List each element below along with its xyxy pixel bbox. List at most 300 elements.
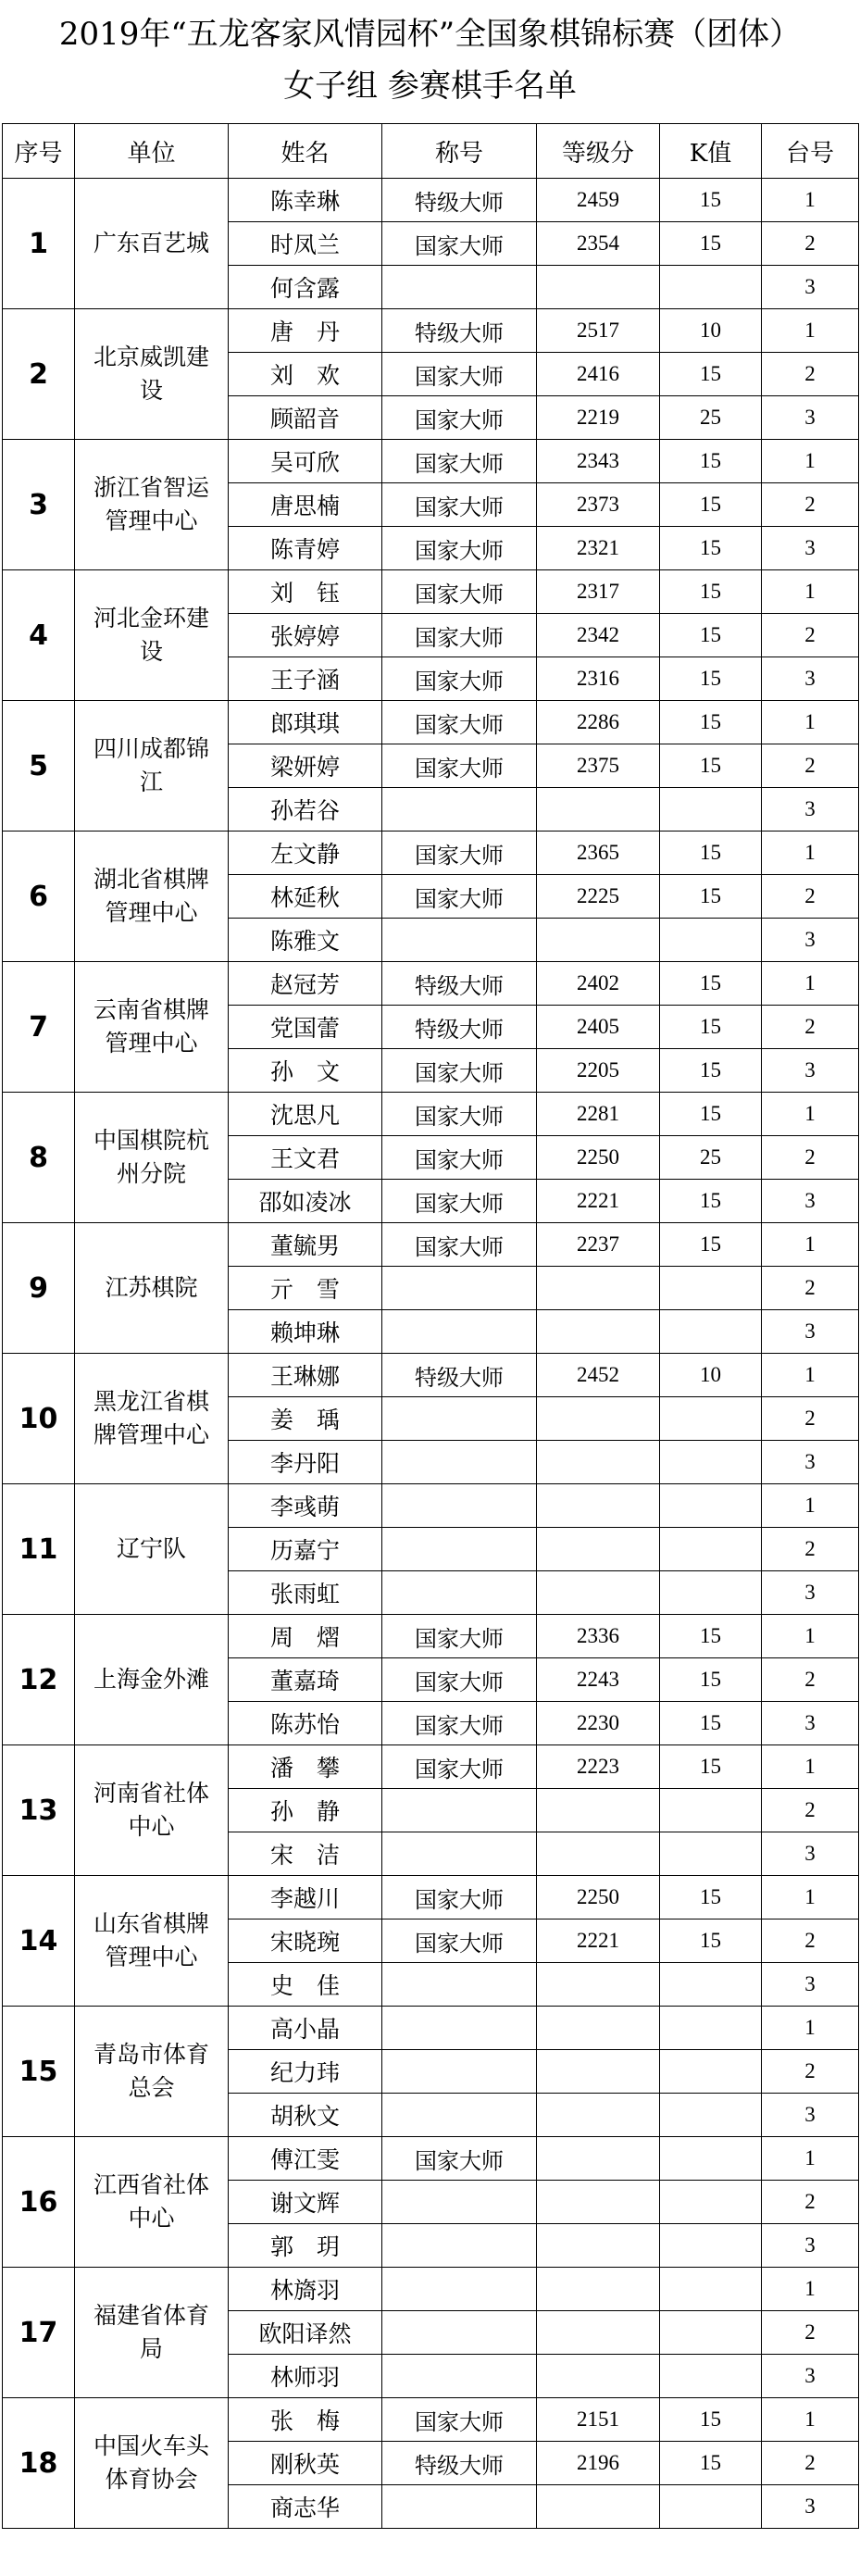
player-title: 国家大师: [382, 614, 537, 657]
player-k-value: 15: [660, 1745, 762, 1789]
team-seq: 16: [3, 2137, 75, 2268]
player-rating: 2225: [537, 875, 660, 919]
player-row: [3, 1093, 859, 1136]
player-name: 张 梅: [229, 2398, 382, 2442]
player-title: [382, 2268, 537, 2311]
header-seq: 序号: [3, 124, 75, 179]
player-rating: 2416: [537, 353, 660, 396]
player-row: [3, 309, 859, 353]
player-rating: 2237: [537, 1223, 660, 1267]
player-k-value: [660, 1963, 762, 2007]
player-rating: [537, 1571, 660, 1615]
team-unit: 黑龙江省棋牌管理中心: [75, 1354, 229, 1484]
player-board: 3: [762, 1049, 859, 1093]
player-k-value: 15: [660, 179, 762, 222]
team-seq: 9: [3, 1223, 75, 1354]
player-title: 特级大师: [382, 2442, 537, 2485]
player-name: 欧阳译然: [229, 2311, 382, 2355]
player-rating: [537, 1441, 660, 1484]
player-title: 国家大师: [382, 353, 537, 396]
player-board: 1: [762, 1484, 859, 1528]
player-name: 时凤兰: [229, 222, 382, 266]
team-unit: 江苏棋院: [75, 1223, 229, 1354]
player-name: 姜 瑀: [229, 1397, 382, 1441]
team-unit: 四川成都锦江: [75, 701, 229, 832]
player-rating: 2205: [537, 1049, 660, 1093]
player-k-value: 15: [660, 527, 762, 570]
team-seq: 12: [3, 1615, 75, 1745]
team-unit: 青岛市体育总会: [75, 2007, 229, 2137]
player-rating: 2250: [537, 1876, 660, 1919]
player-name: 党国蕾: [229, 1006, 382, 1049]
player-k-value: 15: [660, 1615, 762, 1658]
player-board: 2: [762, 614, 859, 657]
player-k-value: [660, 1397, 762, 1441]
player-rating: [537, 1832, 660, 1876]
player-title: [382, 1310, 537, 1354]
player-k-value: 15: [660, 1180, 762, 1223]
player-board: 2: [762, 1006, 859, 1049]
player-row: [3, 179, 859, 222]
player-title: 国家大师: [382, 527, 537, 570]
player-rating: 2281: [537, 1093, 660, 1136]
player-k-value: 15: [660, 657, 762, 701]
player-name: 林旖羽: [229, 2268, 382, 2311]
player-k-value: 15: [660, 440, 762, 483]
player-row: [3, 1615, 859, 1658]
player-rating: 2230: [537, 1702, 660, 1745]
player-title: [382, 1832, 537, 1876]
player-board: 3: [762, 2355, 859, 2398]
player-board: 3: [762, 1180, 859, 1223]
player-title: 国家大师: [382, 2398, 537, 2442]
player-k-value: 15: [660, 1658, 762, 1702]
player-name: 李越川: [229, 1876, 382, 1919]
player-name: 林师羽: [229, 2355, 382, 2398]
player-name: 陈幸琳: [229, 179, 382, 222]
player-rating: 2151: [537, 2398, 660, 2442]
player-board: 3: [762, 657, 859, 701]
player-rating: 2250: [537, 1136, 660, 1180]
player-board: 3: [762, 527, 859, 570]
player-name: 林延秋: [229, 875, 382, 919]
team-seq: 3: [3, 440, 75, 570]
player-title: 特级大师: [382, 962, 537, 1006]
player-rating: [537, 2355, 660, 2398]
player-rating: [537, 2311, 660, 2355]
player-board: 2: [762, 2442, 859, 2485]
player-k-value: [660, 788, 762, 832]
player-rating: [537, 2485, 660, 2529]
player-title: 国家大师: [382, 657, 537, 701]
team-seq: 1: [3, 179, 75, 309]
player-board: 2: [762, 1789, 859, 1832]
player-name: 孙 静: [229, 1789, 382, 1832]
player-k-value: [660, 1484, 762, 1528]
player-board: 3: [762, 2094, 859, 2137]
player-name: 周 熠: [229, 1615, 382, 1658]
player-title: 特级大师: [382, 179, 537, 222]
player-k-value: [660, 1571, 762, 1615]
player-k-value: [660, 2355, 762, 2398]
player-board: 3: [762, 1702, 859, 1745]
player-name: 亓 雪: [229, 1267, 382, 1310]
player-rating: [537, 2050, 660, 2094]
player-title: [382, 919, 537, 962]
player-k-value: 15: [660, 875, 762, 919]
player-name: 左文静: [229, 832, 382, 875]
player-rating: [537, 2007, 660, 2050]
player-rating: [537, 1963, 660, 2007]
player-k-value: 10: [660, 309, 762, 353]
player-k-value: 15: [660, 570, 762, 614]
player-title: 国家大师: [382, 832, 537, 875]
player-title: [382, 1397, 537, 1441]
player-k-value: 15: [660, 353, 762, 396]
player-title: [382, 2311, 537, 2355]
player-board: 3: [762, 919, 859, 962]
player-name: 张婷婷: [229, 614, 382, 657]
player-title: 国家大师: [382, 701, 537, 744]
player-title: [382, 1441, 537, 1484]
player-title: [382, 1528, 537, 1571]
player-board: 1: [762, 962, 859, 1006]
player-name: 沈思凡: [229, 1093, 382, 1136]
player-board: 2: [762, 1136, 859, 1180]
player-title: [382, 2050, 537, 2094]
player-k-value: 15: [660, 1919, 762, 1963]
player-name: 傅江雯: [229, 2137, 382, 2181]
player-title: [382, 2007, 537, 2050]
player-k-value: [660, 2268, 762, 2311]
team-seq: 14: [3, 1876, 75, 2007]
document-header: [0, 0, 860, 120]
player-title: 国家大师: [382, 1876, 537, 1919]
player-k-value: 15: [660, 1223, 762, 1267]
player-k-value: [660, 1267, 762, 1310]
player-rating: 2342: [537, 614, 660, 657]
player-name: 张雨虹: [229, 1571, 382, 1615]
player-board: 3: [762, 1310, 859, 1354]
player-rating: 2243: [537, 1658, 660, 1702]
team-seq: 5: [3, 701, 75, 832]
player-name: 史 佳: [229, 1963, 382, 2007]
player-board: 2: [762, 2050, 859, 2094]
player-name: 陈苏怡: [229, 1702, 382, 1745]
player-title: 国家大师: [382, 1223, 537, 1267]
player-name: 历嘉宁: [229, 1528, 382, 1571]
player-rating: 2219: [537, 396, 660, 440]
player-name: 纪力玮: [229, 2050, 382, 2094]
document-subtitle: 女子组 参赛棋手名单: [283, 68, 577, 105]
player-k-value: [660, 1441, 762, 1484]
player-rating: [537, 2268, 660, 2311]
team-unit: 湖北省棋牌管理中心: [75, 832, 229, 962]
player-k-value: 15: [660, 1006, 762, 1049]
player-name: 王文君: [229, 1136, 382, 1180]
player-board: 1: [762, 2137, 859, 2181]
player-rating: 2373: [537, 483, 660, 527]
roster-header: [3, 124, 859, 179]
player-name: 李彧萌: [229, 1484, 382, 1528]
player-k-value: [660, 2094, 762, 2137]
player-name: 陈青婷: [229, 527, 382, 570]
player-k-value: [660, 1832, 762, 1876]
team-unit: 上海金外滩: [75, 1615, 229, 1745]
player-board: 1: [762, 1093, 859, 1136]
player-rating: 2286: [537, 701, 660, 744]
player-name: 何含露: [229, 266, 382, 309]
player-name: 郭 玥: [229, 2224, 382, 2268]
player-rating: [537, 1484, 660, 1528]
player-title: [382, 1789, 537, 1832]
player-k-value: 15: [660, 701, 762, 744]
player-rating: [537, 919, 660, 962]
team-seq: 18: [3, 2398, 75, 2529]
player-k-value: 15: [660, 483, 762, 527]
team-seq: 7: [3, 962, 75, 1093]
player-title: 特级大师: [382, 1006, 537, 1049]
player-k-value: [660, 2224, 762, 2268]
player-name: 高小晶: [229, 2007, 382, 2050]
player-rating: [537, 2224, 660, 2268]
player-board: 2: [762, 1528, 859, 1571]
player-k-value: [660, 2137, 762, 2181]
player-name: 王子涵: [229, 657, 382, 701]
player-k-value: 15: [660, 222, 762, 266]
player-rating: [537, 266, 660, 309]
player-name: 潘 攀: [229, 1745, 382, 1789]
player-k-value: [660, 2050, 762, 2094]
player-k-value: 25: [660, 1136, 762, 1180]
player-name: 孙 文: [229, 1049, 382, 1093]
header-title: 称号: [382, 124, 537, 179]
player-rating: 2452: [537, 1354, 660, 1397]
player-board: 1: [762, 1876, 859, 1919]
player-k-value: 15: [660, 2442, 762, 2485]
player-k-value: [660, 919, 762, 962]
player-board: 1: [762, 1745, 859, 1789]
player-k-value: [660, 2181, 762, 2224]
player-rating: 2343: [537, 440, 660, 483]
player-k-value: [660, 2485, 762, 2529]
player-k-value: 15: [660, 1876, 762, 1919]
player-rating: 2317: [537, 570, 660, 614]
player-title: 特级大师: [382, 1354, 537, 1397]
player-board: 2: [762, 1267, 859, 1310]
player-rating: [537, 2137, 660, 2181]
player-title: 国家大师: [382, 2137, 537, 2181]
player-name: 唐 丹: [229, 309, 382, 353]
player-board: 2: [762, 1919, 859, 1963]
header-unit: 单位: [75, 124, 229, 179]
player-row: [3, 2398, 859, 2442]
roster-body: [3, 179, 859, 2529]
player-board: 1: [762, 2268, 859, 2311]
player-name: 胡秋文: [229, 2094, 382, 2137]
player-board: 2: [762, 2311, 859, 2355]
team-seq: 8: [3, 1093, 75, 1223]
player-name: 董毓男: [229, 1223, 382, 1267]
player-row: [3, 1484, 859, 1528]
player-board: 1: [762, 570, 859, 614]
player-name: 董嘉琦: [229, 1658, 382, 1702]
player-rating: [537, 1789, 660, 1832]
player-name: 刚秋英: [229, 2442, 382, 2485]
player-row: [3, 1223, 859, 1267]
player-board: 2: [762, 2181, 859, 2224]
player-title: 国家大师: [382, 1702, 537, 1745]
header-k: K值: [660, 124, 762, 179]
player-title: 国家大师: [382, 1615, 537, 1658]
player-title: [382, 2224, 537, 2268]
player-rating: [537, 1310, 660, 1354]
player-rating: 2459: [537, 179, 660, 222]
player-name: 邵如凌冰: [229, 1180, 382, 1223]
player-rating: 2402: [537, 962, 660, 1006]
player-name: 郎琪琪: [229, 701, 382, 744]
player-row: [3, 570, 859, 614]
player-title: [382, 1963, 537, 2007]
header-board: 台号: [762, 124, 859, 179]
player-rating: 2405: [537, 1006, 660, 1049]
player-board: 2: [762, 744, 859, 788]
team-seq: 10: [3, 1354, 75, 1484]
player-board: 3: [762, 1963, 859, 2007]
player-board: 1: [762, 2007, 859, 2050]
player-row: [3, 1745, 859, 1789]
player-name: 李丹阳: [229, 1441, 382, 1484]
player-board: 3: [762, 266, 859, 309]
player-row: [3, 440, 859, 483]
player-k-value: 15: [660, 614, 762, 657]
player-rating: [537, 788, 660, 832]
player-name: 宋晓琬: [229, 1919, 382, 1963]
team-unit: 广东百艺城: [75, 179, 229, 309]
player-k-value: 15: [660, 744, 762, 788]
team-unit: 浙江省智运管理中心: [75, 440, 229, 570]
team-unit: 江西省社体中心: [75, 2137, 229, 2268]
player-name: 宋 洁: [229, 1832, 382, 1876]
player-title: 国家大师: [382, 1180, 537, 1223]
team-seq: 4: [3, 570, 75, 701]
player-name: 谢文辉: [229, 2181, 382, 2224]
team-seq: 6: [3, 832, 75, 962]
player-title: [382, 2355, 537, 2398]
header-name: 姓名: [229, 124, 382, 179]
player-title: [382, 1267, 537, 1310]
player-row: [3, 832, 859, 875]
player-name: 商志华: [229, 2485, 382, 2529]
player-title: 国家大师: [382, 744, 537, 788]
player-k-value: 15: [660, 832, 762, 875]
player-board: 2: [762, 353, 859, 396]
player-board: 1: [762, 1354, 859, 1397]
player-board: 3: [762, 788, 859, 832]
player-rating: [537, 1397, 660, 1441]
team-unit: 福建省体育局: [75, 2268, 229, 2398]
team-seq: 11: [3, 1484, 75, 1615]
player-title: 国家大师: [382, 440, 537, 483]
player-rating: [537, 1528, 660, 1571]
player-rating: 2336: [537, 1615, 660, 1658]
player-rating: 2321: [537, 527, 660, 570]
player-board: 3: [762, 1571, 859, 1615]
player-title: 国家大师: [382, 1919, 537, 1963]
player-board: 1: [762, 440, 859, 483]
player-title: 国家大师: [382, 396, 537, 440]
team-seq: 15: [3, 2007, 75, 2137]
player-title: [382, 788, 537, 832]
player-rating: 2354: [537, 222, 660, 266]
player-title: 国家大师: [382, 1049, 537, 1093]
player-name: 陈雅文: [229, 919, 382, 962]
team-seq: 17: [3, 2268, 75, 2398]
player-board: 1: [762, 832, 859, 875]
player-board: 2: [762, 483, 859, 527]
player-row: [3, 701, 859, 744]
player-board: 3: [762, 396, 859, 440]
player-name: 刘 欢: [229, 353, 382, 396]
team-seq: 2: [3, 309, 75, 440]
player-board: 1: [762, 1615, 859, 1658]
player-board: 2: [762, 222, 859, 266]
player-k-value: 25: [660, 396, 762, 440]
roster-table: [2, 123, 859, 2529]
player-row: [3, 1876, 859, 1919]
player-title: 特级大师: [382, 309, 537, 353]
player-board: 3: [762, 2485, 859, 2529]
player-k-value: 15: [660, 1049, 762, 1093]
player-title: 国家大师: [382, 1745, 537, 1789]
player-rating: [537, 1267, 660, 1310]
player-k-value: 10: [660, 1354, 762, 1397]
player-title: 国家大师: [382, 875, 537, 919]
player-name: 顾韶音: [229, 396, 382, 440]
player-k-value: [660, 2007, 762, 2050]
player-title: [382, 2485, 537, 2529]
team-unit: 云南省棋牌管理中心: [75, 962, 229, 1093]
player-k-value: [660, 1528, 762, 1571]
player-rating: 2517: [537, 309, 660, 353]
player-rating: 2221: [537, 1919, 660, 1963]
team-unit: 北京威凯建设: [75, 309, 229, 440]
player-board: 1: [762, 179, 859, 222]
player-rating: 2223: [537, 1745, 660, 1789]
player-title: [382, 1571, 537, 1615]
player-board: 1: [762, 2398, 859, 2442]
team-unit: 中国棋院杭州分院: [75, 1093, 229, 1223]
player-board: 3: [762, 1832, 859, 1876]
player-name: 孙若谷: [229, 788, 382, 832]
player-row: [3, 962, 859, 1006]
player-k-value: 15: [660, 1702, 762, 1745]
player-board: 1: [762, 701, 859, 744]
player-k-value: [660, 1789, 762, 1832]
player-name: 唐思楠: [229, 483, 382, 527]
team-seq: 13: [3, 1745, 75, 1876]
player-k-value: [660, 266, 762, 309]
player-title: 国家大师: [382, 1658, 537, 1702]
player-rating: 2365: [537, 832, 660, 875]
player-name: 赖坤琳: [229, 1310, 382, 1354]
player-name: 梁妍婷: [229, 744, 382, 788]
player-board: 1: [762, 1223, 859, 1267]
player-title: 国家大师: [382, 483, 537, 527]
player-title: [382, 2181, 537, 2224]
player-row: [3, 2268, 859, 2311]
team-unit: 河北金环建设: [75, 570, 229, 701]
